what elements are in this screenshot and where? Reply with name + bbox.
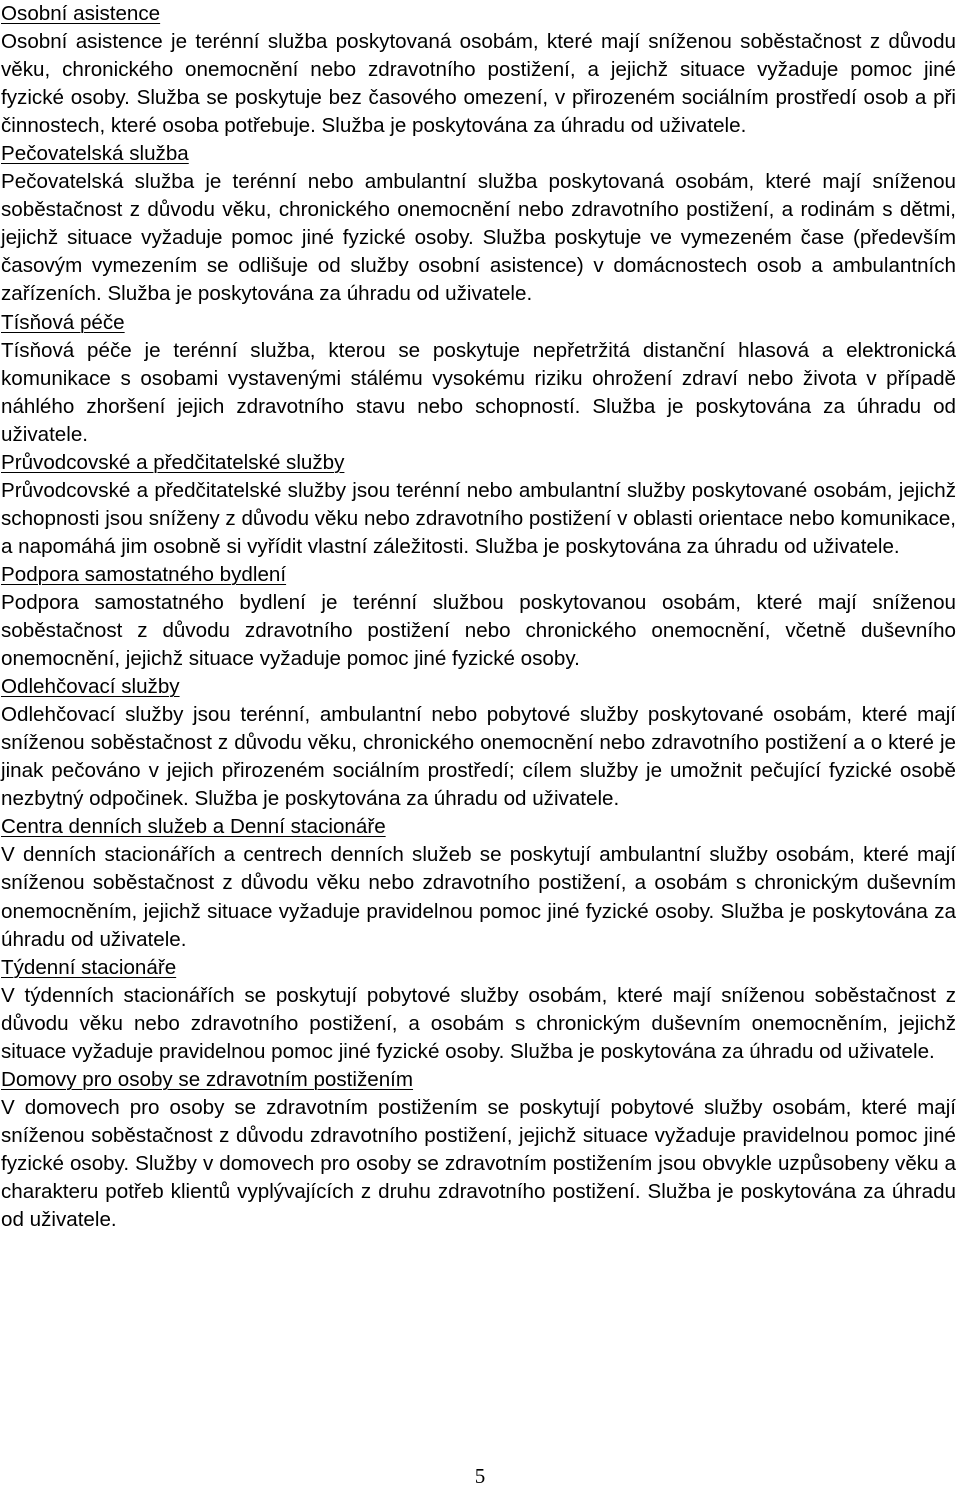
section-pecovatelska-sluzba (1, 140, 956, 308)
document-page (1, 0, 956, 1234)
section-paragraph: Podpora samostatného bydlení je terénní službou poskytovanou osobám, které mají sníženou soběstačnost z důvodu zdravotního postižení nebo chronického onemocnění, včetně duševního onemocnění, jejichž situace vyžaduje pomoc jiné fyzické osoby. (1, 590, 956, 671)
section-heading: Odlehčovací služby (1, 675, 180, 699)
section-tydenni-stacionare (1, 954, 956, 1066)
page-number: 5 (474, 1464, 486, 1488)
section-centra-dennich-sluzeb (1, 813, 956, 953)
section-paragraph: Pečovatelská služba je terénní nebo ambulantní služba poskytovaná osobám, které mají sníženou soběstačnost z důvodu věku, chronického onemocnění nebo zdravotního postižení, a rodinám s dětmi, jejichž situace vyžaduje pomoc jiné fyzické osoby. Služba poskytuje ve vymezeném čase (především časovým vymezením se odlišuje od služby osobní asistence) v domácnostech osob a ambulantních zařízeních. Služba je poskytována za úhradu od uživatele. (1, 170, 956, 306)
section-podpora-samostatneho-bydleni (1, 561, 956, 673)
section-paragraph: Odlehčovací služby jsou terénní, ambulantní nebo pobytové služby poskytované osobám, které mají sníženou soběstačnost z důvodu věku, chronického onemocnění nebo zdravotního postižení a o které je jinak pečováno v jejich přirozeném sociálním prostředí; cílem služby je umožnit pečující fyzické osobě nezbytný odpočinek. Služba je poskytována za úhradu od uživatele. (1, 703, 956, 811)
section-paragraph: V týdenních stacionářích se poskytují pobytové služby osobám, které mají sníženou soběstačnost z důvodu věku nebo zdravotního postižení, a osobám s chronickým duševním onemocněním, jejichž situace vyžaduje pravidelnou pomoc jiné fyzické osoby. Služba je poskytována za úhradu od uživatele. (1, 983, 956, 1063)
section-heading: Týdenní stacionáře (1, 955, 177, 979)
section-heading: Podpora samostatného bydlení (1, 562, 287, 586)
section-paragraph: Průvodcovské a předčitatelské služby jsou terénní nebo ambulantní služby poskytované osobám, jejichž schopnosti jsou sníženy z důvodu věku nebo zdravotního postižení v oblasti orientace nebo komunikace, a napomáhá jim osobně si vyřídit vlastní záležitosti. Služba je poskytována za úhradu od uživatele. (1, 478, 956, 558)
section-pruvodcovske-sluzby (1, 449, 956, 561)
section-paragraph: Osobní asistence je terénní služba poskytovaná osobám, které mají sníženou soběstačnost z důvodu věku, chronického onemocnění nebo zdravotního postižení, a jejichž situace vyžaduje pomoc jiné fyzické osoby. Služba se poskytuje bez časového omezení, v přirozeném sociálním prostředí osob a při činnostech, které osoba potřebuje. Služba je poskytována za úhradu od uživatele. (1, 30, 956, 138)
section-heading: Osobní asistence (1, 2, 161, 25)
section-paragraph: Tísňová péče je terénní služba, kterou se poskytuje nepřetržitá distanční hlasová a elektronická komunikace s osobami vystavenými stálému vysokému riziku ohrožení zdraví nebo života v případě náhlého zhoršení jejich zdravotního stavu nebo schopností. Služba je poskytována za úhradu od uživatele. (1, 338, 956, 446)
section-tisnova-pece (1, 309, 956, 449)
section-paragraph: V domovech pro osoby se zdravotním postižením se poskytují pobytové služby osobám, které mají sníženou soběstačnost z důvodu zdravotního postižení, jejichž situace vyžaduje pravidelnou pomoc jiné fyzické osoby. Služby v domovech pro osoby se zdravotním postižením jsou obvykle uzpůsobeny věku a charakteru potřeb klientů vyplývajících z druhu zdravotního postižení. Služba je poskytována za úhradu od uživatele. (1, 1095, 956, 1232)
section-heading: Tísňová péče (1, 310, 125, 334)
section-heading: Domovy pro osoby se zdravotním postižením (1, 1067, 414, 1091)
section-odlehcovaci-sluzby (1, 673, 956, 813)
section-osobni-asistence (1, 0, 956, 140)
section-heading: Pečovatelská služba (1, 142, 189, 166)
section-heading: Centra denních služeb a Denní stacionáře (1, 815, 386, 839)
section-paragraph: V denních stacionářích a centrech denních služeb se poskytují ambulantní služby osobám, které mají sníženou soběstačnost z důvodu věku nebo zdravotního postižení, a osobám s chronickým duševním onemocněním, jejichž situace vyžaduje pravidelnou pomoc jiné fyzické osoby. Služba je poskytována za úhradu od uživatele. (1, 843, 956, 951)
section-heading: Průvodcovské a předčitatelské služby (1, 450, 345, 474)
section-domovy-pro-osoby (1, 1066, 956, 1234)
